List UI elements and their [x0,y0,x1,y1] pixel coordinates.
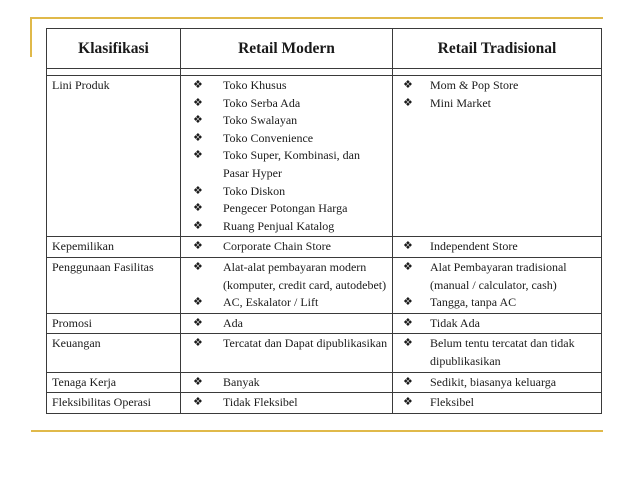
table-row [47,313,602,334]
list-item [193,315,388,333]
bullet-list [403,374,597,392]
traditional-cell [393,372,602,393]
list-item-text: Corporate Chain Store [223,239,331,254]
header-klasifikasi: Klasifikasi [47,29,181,69]
bullet-list [193,238,388,256]
diamond-bullet-icon: ❖ [193,396,203,409]
bullet-list [403,77,597,112]
list-item [193,147,388,182]
list-item-text: Alat-alat pembayaran modern (komputer, credit card, autodebet) [223,259,387,292]
list-item-text: Tangga, tanpa AC [430,295,517,310]
list-item [193,238,388,256]
diamond-bullet-icon: ❖ [193,316,203,329]
list-item [403,294,597,312]
list-item [403,259,597,294]
diamond-bullet-icon: ❖ [193,375,203,388]
bullet-list [403,238,597,256]
row-label: Kepemilikan [47,237,181,258]
list-item-text: Belum tentu tercatat dan tidak dipublikasikan [430,336,575,368]
list-item [193,130,388,148]
list-item-text: Mom & Pop Store [430,78,519,92]
diamond-bullet-icon: ❖ [193,131,203,144]
list-item-text: Mini Market [430,95,491,110]
list-item-text: Fleksibel [430,395,474,410]
list-item-text: Alat Pembayaran tradisional (manual / calculator, cash) [430,259,567,292]
list-item [403,374,597,392]
list-item [193,112,388,130]
list-item [193,259,388,294]
diamond-bullet-icon: ❖ [403,79,413,91]
bullet-list [403,315,597,333]
diamond-bullet-icon: ❖ [403,337,413,350]
bullet-list [193,77,388,235]
list-item [193,95,388,113]
list-item [193,394,388,412]
modern-cell [181,372,393,393]
traditional-cell [393,313,602,334]
list-item-text: Toko Khusus [223,78,287,92]
list-item [193,218,388,236]
modern-cell [181,313,393,334]
traditional-cell [393,257,602,313]
list-item [403,394,597,412]
row-label: Penggunaan Fasilitas [47,257,181,313]
diamond-bullet-icon: ❖ [193,240,203,253]
list-item [193,183,388,201]
list-item-text: Toko Diskon [223,183,286,198]
list-item [403,95,597,113]
list-item-text: Toko Serba Ada [223,95,301,110]
diamond-bullet-icon: ❖ [193,96,203,109]
bullet-list [403,335,597,370]
list-item [193,294,388,312]
list-item-text: Tidak Fleksibel [223,395,298,410]
modern-cell [181,76,393,237]
list-item-text: Ruang Penjual Katalog [223,218,335,233]
row-label: Fleksibilitas Operasi [47,393,181,414]
list-item-text: Banyak [223,374,260,389]
table-body [47,76,602,414]
list-item [403,315,597,333]
list-item [193,77,388,95]
list-item [403,77,597,95]
list-item [193,200,388,218]
row-label: Keuangan [47,334,181,372]
traditional-cell [393,334,602,372]
modern-cell [181,237,393,258]
traditional-cell [393,393,602,414]
modern-cell [181,334,393,372]
table-row [47,372,602,393]
modern-cell [181,257,393,313]
table-row [47,334,602,372]
row-label: Promosi [47,313,181,334]
list-item-text: AC, Eskalator / Lift [223,295,319,310]
list-item-text: Toko Convenience [223,130,314,145]
diamond-bullet-icon: ❖ [403,240,413,253]
list-item-text: Tercatat dan Dapat dipublikasikan [223,336,388,351]
diamond-bullet-icon: ❖ [403,260,413,273]
accent-rule-top [31,17,603,19]
diamond-bullet-icon: ❖ [403,96,413,109]
diamond-bullet-icon: ❖ [193,202,203,215]
list-item-text: Toko Super, Kombinasi, dan Pasar Hyper [223,148,360,180]
list-item [193,335,388,353]
header-retail-tradisional: Retail Tradisional [393,29,602,69]
header-retail-modern: Retail Modern [181,29,393,69]
bullet-list [193,335,388,353]
header-row [47,29,602,69]
diamond-bullet-icon: ❖ [193,337,203,350]
list-item-text: Ada [223,315,243,330]
diamond-bullet-icon: ❖ [403,375,413,388]
diamond-bullet-icon: ❖ [193,184,203,197]
row-label: Lini Produk [47,76,181,237]
traditional-cell [393,76,602,237]
list-item-text: Tidak Ada [430,315,480,330]
traditional-cell [393,237,602,258]
comparison-table [46,28,602,414]
list-item [403,335,597,370]
diamond-bullet-icon: ❖ [193,296,203,309]
modern-cell [181,393,393,414]
diamond-bullet-icon: ❖ [193,219,203,232]
diamond-bullet-icon: ❖ [193,260,203,273]
row-label: Tenaga Kerja [47,372,181,393]
bullet-list [193,374,388,392]
table-row [47,393,602,414]
bullet-list [403,394,597,412]
diamond-bullet-icon: ❖ [403,296,413,309]
accent-rule-bottom [31,430,603,432]
table-row [47,257,602,313]
bullet-list [193,394,388,412]
bullet-list [193,315,388,333]
accent-rule-left [30,17,32,57]
diamond-bullet-icon: ❖ [193,79,203,91]
diamond-bullet-icon: ❖ [403,396,413,409]
list-item [403,238,597,256]
table-row [47,237,602,258]
list-item-text: Pengecer Potongan Harga [223,201,348,216]
list-item-text: Sedikit, biasanya keluarga [430,374,557,389]
bullet-list [403,259,597,312]
header-spacer-row [47,69,602,76]
diamond-bullet-icon: ❖ [193,149,203,162]
diamond-bullet-icon: ❖ [193,114,203,127]
list-item [193,374,388,392]
bullet-list [193,259,388,312]
list-item-text: Independent Store [430,239,518,254]
table-row [47,76,602,237]
diamond-bullet-icon: ❖ [403,316,413,329]
list-item-text: Toko Swalayan [223,113,298,128]
